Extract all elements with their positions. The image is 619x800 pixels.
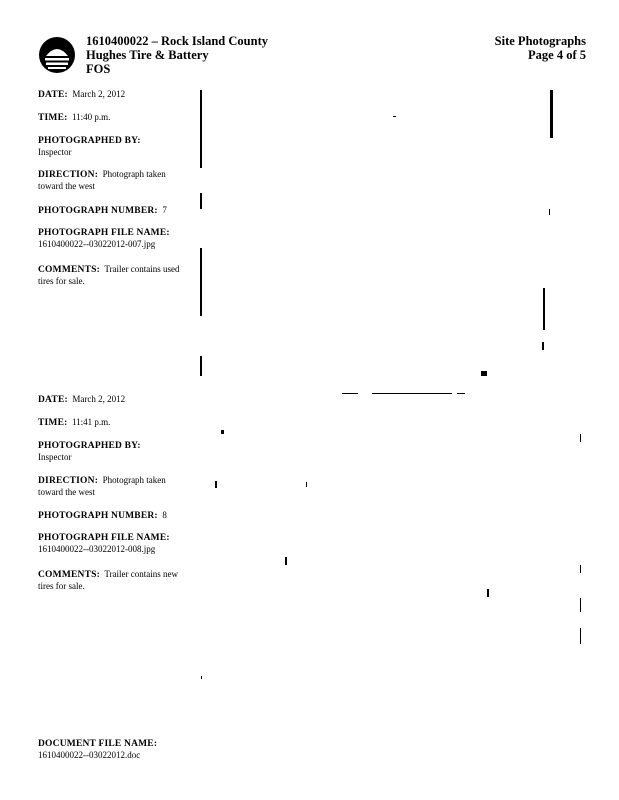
photo-2-time: TIME: 11:41 p.m. bbox=[38, 417, 111, 428]
photo-2-artifact bbox=[487, 589, 489, 597]
photo-2-file-name: PHOTOGRAPH FILE NAME: 1610400022--03022012-008.jpg bbox=[38, 533, 170, 554]
photo-1-artifact bbox=[550, 90, 553, 138]
photo-1-time: TIME: 11:40 p.m. bbox=[38, 112, 111, 123]
document-file-name: DOCUMENT FILE NAME: 1610400022--03022012.doc bbox=[38, 739, 158, 760]
project-line: 1610400022 – Rock Island County bbox=[86, 34, 268, 48]
photo-2-artifact bbox=[372, 393, 452, 394]
photo-1-comments: COMMENTS: Trailer contains used tires for sale. bbox=[38, 264, 180, 286]
doc-type: Site Photographs bbox=[494, 34, 586, 48]
program-name: FOS bbox=[86, 62, 111, 76]
photo-1-artifact bbox=[481, 371, 487, 376]
photo-1-artifact bbox=[549, 209, 550, 215]
photo-2-date: DATE: March 2, 2012 bbox=[38, 394, 126, 405]
photo-2-artifact bbox=[580, 565, 581, 573]
photo-1-photographed-by: PHOTOGRAPHED BY: Inspector bbox=[38, 136, 141, 157]
photo-1-artifact bbox=[200, 193, 202, 209]
photo-1-date: DATE: March 2, 2012 bbox=[38, 89, 126, 100]
photo-2-number: PHOTOGRAPH NUMBER: 8 bbox=[38, 510, 167, 521]
photo-2-artifact bbox=[215, 481, 217, 488]
page-header bbox=[38, 34, 586, 78]
photo-2-artifact bbox=[306, 482, 307, 487]
photo-2-direction: DIRECTION: Photograph taken toward the west bbox=[38, 475, 166, 497]
photo-1-artifact bbox=[543, 288, 545, 330]
photo-2-artifact bbox=[221, 430, 224, 434]
agency-logo-icon bbox=[38, 36, 76, 74]
photo-2-artifact bbox=[580, 598, 581, 612]
photo-1-artifact bbox=[200, 90, 202, 168]
photo-2-photographed-by: PHOTOGRAPHED BY: Inspector bbox=[38, 441, 141, 462]
photo-2-artifact bbox=[457, 393, 465, 394]
photo-1-direction: DIRECTION: Photograph taken toward the west bbox=[38, 169, 166, 191]
photo-2-artifact bbox=[201, 676, 202, 679]
photo-1-artifact bbox=[393, 116, 396, 117]
photo-1-file-name: PHOTOGRAPH FILE NAME: 1610400022--03022012-007.jpg bbox=[38, 228, 170, 249]
photo-1-number: PHOTOGRAPH NUMBER: 7 bbox=[38, 205, 167, 216]
site-info bbox=[86, 34, 268, 76]
photo-1-artifact bbox=[200, 248, 202, 316]
photo-2-artifact bbox=[342, 393, 358, 394]
photo-2-artifact bbox=[580, 434, 581, 442]
doc-info bbox=[495, 34, 586, 62]
photo-1-artifact bbox=[542, 342, 544, 350]
photo-2-artifact bbox=[580, 628, 581, 644]
photo-1-artifact bbox=[200, 356, 202, 376]
page-number: Page 4 of 5 bbox=[528, 48, 586, 62]
photo-2-artifact bbox=[285, 557, 287, 565]
site-name: Hughes Tire & Battery bbox=[86, 48, 209, 62]
photo-2-comments: COMMENTS: Trailer contains new tires for sale. bbox=[38, 569, 178, 591]
